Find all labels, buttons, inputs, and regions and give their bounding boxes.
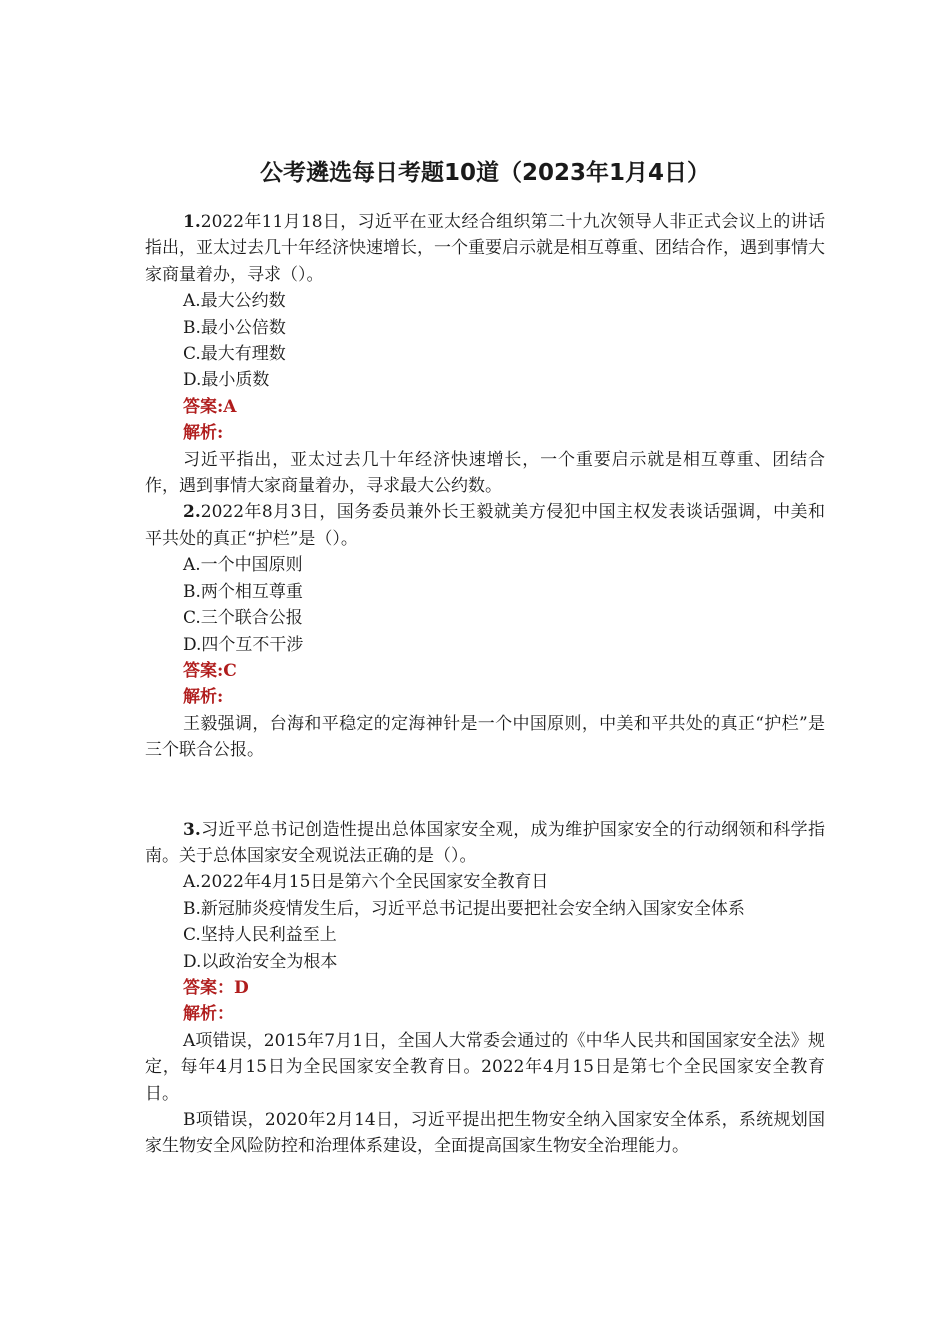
option-c: C.坚持人民利益至上 bbox=[183, 925, 337, 946]
answer-label: 答案：D bbox=[183, 977, 249, 998]
analysis-text: 王毅强调，台海和平稳定的定海神针是一个中国原则，中美和平共处的真正“护栏”是三个联合公报。 bbox=[145, 713, 825, 761]
option-b: B.新冠肺炎疫情发生后，习近平总书记提出要把社会安全纳入国家安全体系 bbox=[183, 898, 745, 919]
question-stem: 3.习近平总书记创造性提出总体国家安全观，成为维护国家安全的行动纲领和科学指南。关于总体国家安全观说法正确的是（）。 bbox=[145, 819, 825, 866]
question-2 bbox=[145, 499, 825, 763]
analysis-text-b: B项错误，2020年2月14日，习近平提出把生物安全纳入国家安全体系，系统规划国家生物安全风险防控和治理体系建设，全面提高国家生物安全治理能力。 bbox=[145, 1110, 825, 1157]
question-3 bbox=[145, 817, 825, 1160]
question-1 bbox=[145, 209, 825, 499]
option-a: A.2022年4月15日是第六个全民国家安全教育日 bbox=[183, 872, 549, 893]
answer-label: 答案:C bbox=[183, 660, 237, 681]
analysis-text: 习近平指出，亚太过去几十年经济快速增长，一个重要启示就是相互尊重、团结合作，遇到事情大家商量着办，寻求最大公约数。 bbox=[145, 449, 825, 497]
analysis-label: 解析： bbox=[183, 1004, 234, 1025]
analysis-text-a: A项错误，2015年7月1日，全国人大常委会通过的《中华人民共和国国家安全法》规定，每年4月15日为全民国家安全教育日。2022年4月15日是第七个全民国家安全教育日。 bbox=[145, 1030, 825, 1104]
option-c: C.三个联合公报 bbox=[183, 608, 303, 629]
spacer bbox=[145, 764, 825, 817]
option-c: C.最大有理数 bbox=[183, 344, 286, 365]
page-title: 公考遴选每日考题10道（2023年1月4日） bbox=[259, 160, 711, 186]
option-d: D.以政治安全为根本 bbox=[183, 951, 338, 972]
question-stem: 1.2022年11月18日，习近平在亚太经合组织第二十九次领导人非正式会议上的讲话指出，亚太过去几十年经济快速增长，一个重要启示就是相互尊重、团结合作，遇到事情大家商量着办，寻求（）。 bbox=[145, 212, 825, 285]
question-number: 2. bbox=[183, 502, 201, 523]
answer-label: 答案:A bbox=[183, 396, 237, 417]
document-page bbox=[145, 152, 825, 1160]
question-number: 1. bbox=[183, 212, 201, 232]
question-number: 3. bbox=[183, 819, 201, 840]
option-a: A.一个中国原则 bbox=[183, 555, 303, 576]
option-b: B.两个相互尊重 bbox=[183, 581, 303, 602]
option-b: B.最小公倍数 bbox=[183, 317, 286, 338]
option-d: D.四个互不干涉 bbox=[183, 634, 304, 655]
analysis-label: 解析: bbox=[183, 423, 224, 444]
analysis-label: 解析: bbox=[183, 687, 224, 708]
option-a: A.最大公约数 bbox=[183, 291, 286, 312]
option-d: D.最小质数 bbox=[183, 370, 270, 391]
question-stem: 2.2022年8月3日，国务委员兼外长王毅就美方侵犯中国主权发表谈话强调，中美和平共处的真正“护栏”是（）。 bbox=[145, 502, 825, 549]
